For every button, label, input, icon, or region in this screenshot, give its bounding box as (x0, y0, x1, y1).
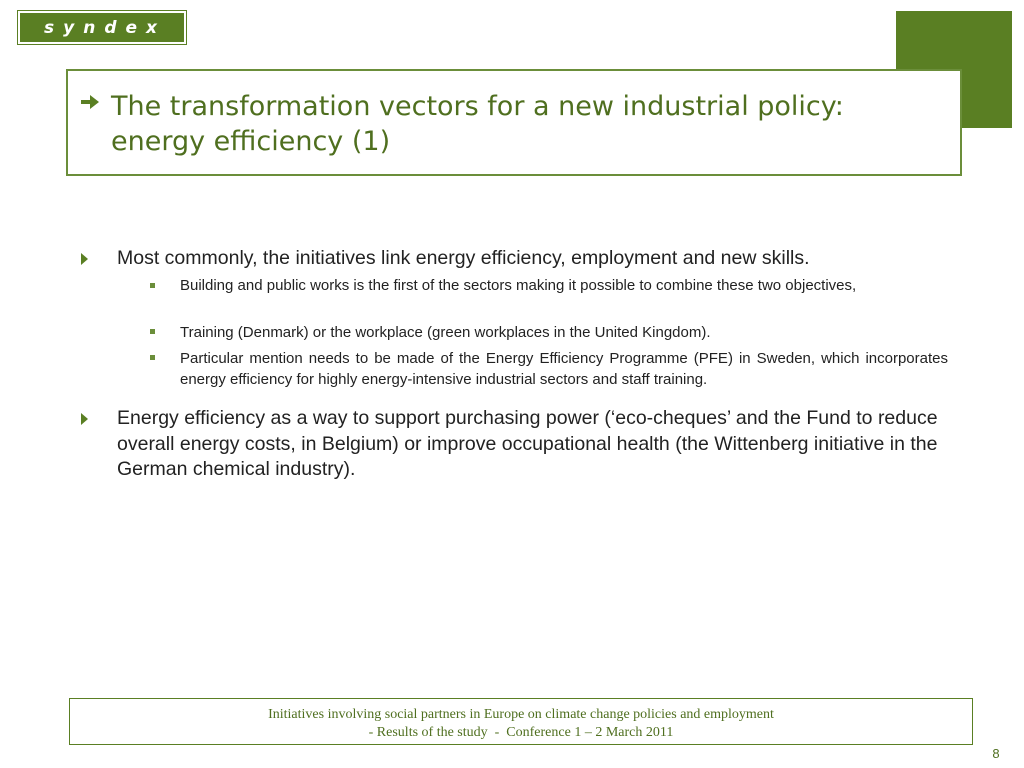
bullet-item (117, 406, 949, 483)
square-bullet-icon (150, 329, 155, 334)
sub-bullet-text: Building and public works is the first of the sectors making it possible to combine these two objectives, (180, 277, 857, 294)
page-number: 8 (992, 746, 1000, 761)
sub-bullet-text: Particular mention needs to be made of the Energy Efficiency Programme (PFE) in Sweden, which incorporates energy efficiency for highly energy-intensive industrial sectors and staff training. (180, 350, 948, 388)
bullet-text: Energy efficiency as a way to support purchasing power (‘eco-cheques’ and the Fund to reduce overall energy costs, in Belgium) or improve occupational health (the Wittenberg initiative in the German chemical industry). (117, 407, 938, 480)
sub-bullet-item (180, 322, 948, 343)
syndex-logo (18, 11, 186, 44)
bullet-text: Most commonly, the initiatives link energy efficiency, employment and new skills. (117, 247, 810, 269)
slide-title (111, 89, 931, 159)
bullet-item (117, 246, 957, 272)
triangle-bullet-icon (81, 413, 88, 425)
title-box (66, 69, 962, 176)
right-arrow-icon (79, 91, 101, 113)
sub-bullet-item (180, 275, 948, 296)
sub-bullet-text: Training (Denmark) or the workplace (green workplaces in the United Kingdom). (180, 324, 711, 341)
square-bullet-icon (150, 283, 155, 288)
square-bullet-icon (150, 355, 155, 360)
slide-title-line1: The transformation vectors for a new industrial policy: (111, 91, 844, 122)
logo-text: syndex (44, 17, 166, 38)
slide-title-line2: energy efficiency (1) (111, 126, 391, 157)
footer-line1: Initiatives involving social partners in Europe on climate change policies and employment (268, 707, 774, 722)
footer-line2: - Results of the study - Conference 1 – 2 March 2011 (368, 725, 674, 740)
footer-box (69, 698, 973, 745)
triangle-bullet-icon (81, 253, 88, 265)
sub-bullet-item (180, 348, 948, 390)
